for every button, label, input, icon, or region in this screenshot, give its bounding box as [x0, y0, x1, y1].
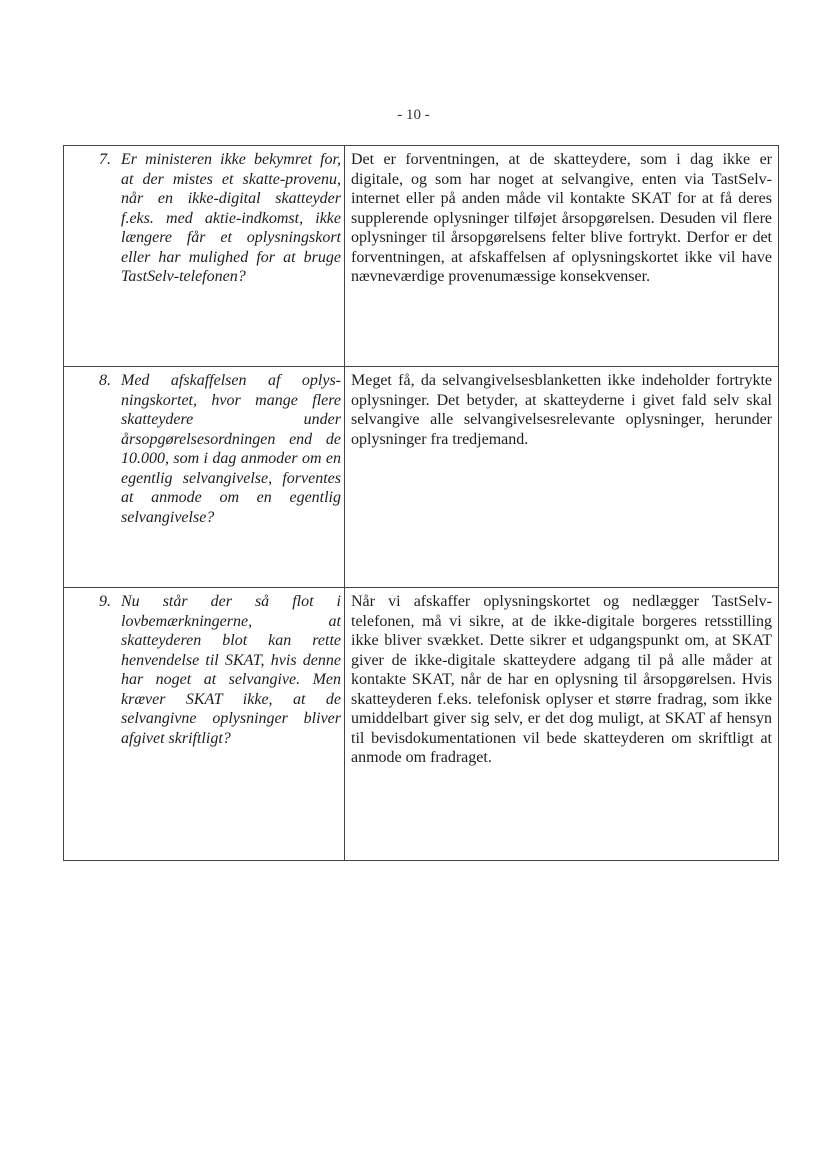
qa-table — [63, 145, 779, 861]
question-cell — [64, 588, 345, 861]
question-number: 7. — [99, 151, 111, 168]
table-row — [64, 367, 779, 588]
question-number: 8. — [99, 372, 111, 389]
question-text: Er ministeren ikke bekymret for, at der mistes et skatte-provenu, når en ikke-digital skatteyder f.eks. med aktie-indkomst, ikke længere får et oplysningskort eller har mulighed for at bruge TastSelv-telefonen? — [121, 151, 341, 285]
question-text: Nu står der så flot i lovbemærkningerne, at skatteyderen blot kan rette henvendelse til SKAT, hvis denne har noget at selvangive. Men kræver SKAT ikke, at de selvangivne oplysninger bliver afgivet skriftligt? — [121, 593, 341, 747]
table-row — [64, 146, 779, 367]
answer-cell — [345, 146, 779, 367]
question-text: Med afskaffelsen af oplys-ningskortet, hvor mange flere skatteydere under årsopgørelsesordningen end de 10.000, som i dag anmoder om en egentlig selvangivelse, forventes at anmode om en egentlig selvangivelse? — [121, 372, 341, 526]
answer-text: Meget få, da selvangivelsesblanketten ikke indeholder fortrykte oplysninger. Det betyder, at skatteyderne i givet fald selv skal selvangive alle selvangivelsesrelevante oplysninger, herunder oplysninger fra tredjemand. — [351, 372, 772, 448]
answer-text: Det er forventningen, at de skatteydere, som i dag ikke er digitale, og som har noget at selvangive, enten via TastSelv-internet eller på anden måde vil kontakte SKAT for at få deres supplerende oplysninger tilføjet årsopgørelsen. Desuden vil flere oplysninger til årsopgørelsens felter blive fortrykt. Derfor er det forventningen, at afskaffelsen af oplysningskortet ikke vil have nævneværdige provenumæssige konsekvenser. — [351, 151, 772, 285]
answer-text: Når vi afskaffer oplysningskortet og nedlægger TastSelv-telefonen, må vi sikre, at de ikke-digitale borgeres retsstilling ikke bliver svækket. Dette sikrer et udgangspunkt om, at SKAT giver de ikke-digitale skatteydere adgang til på alle måder at kontakte SKAT, når de har en oplysning til årsopgørelsen. Hvis skatteyderen f.eks. telefonisk oplyser et større fradrag, som ikke umiddelbart giver sig selv, er det dog muligt, at SKAT af hensyn til bevisdokumentationen vil bede skatteyderen om skriftligt at anmode om fradraget. — [351, 593, 772, 766]
table-row — [64, 588, 779, 861]
answer-cell — [345, 588, 779, 861]
page-number: - 10 - — [397, 107, 430, 123]
question-cell — [64, 367, 345, 588]
question-cell — [64, 146, 345, 367]
question-number: 9. — [99, 593, 111, 610]
answer-cell — [345, 367, 779, 588]
